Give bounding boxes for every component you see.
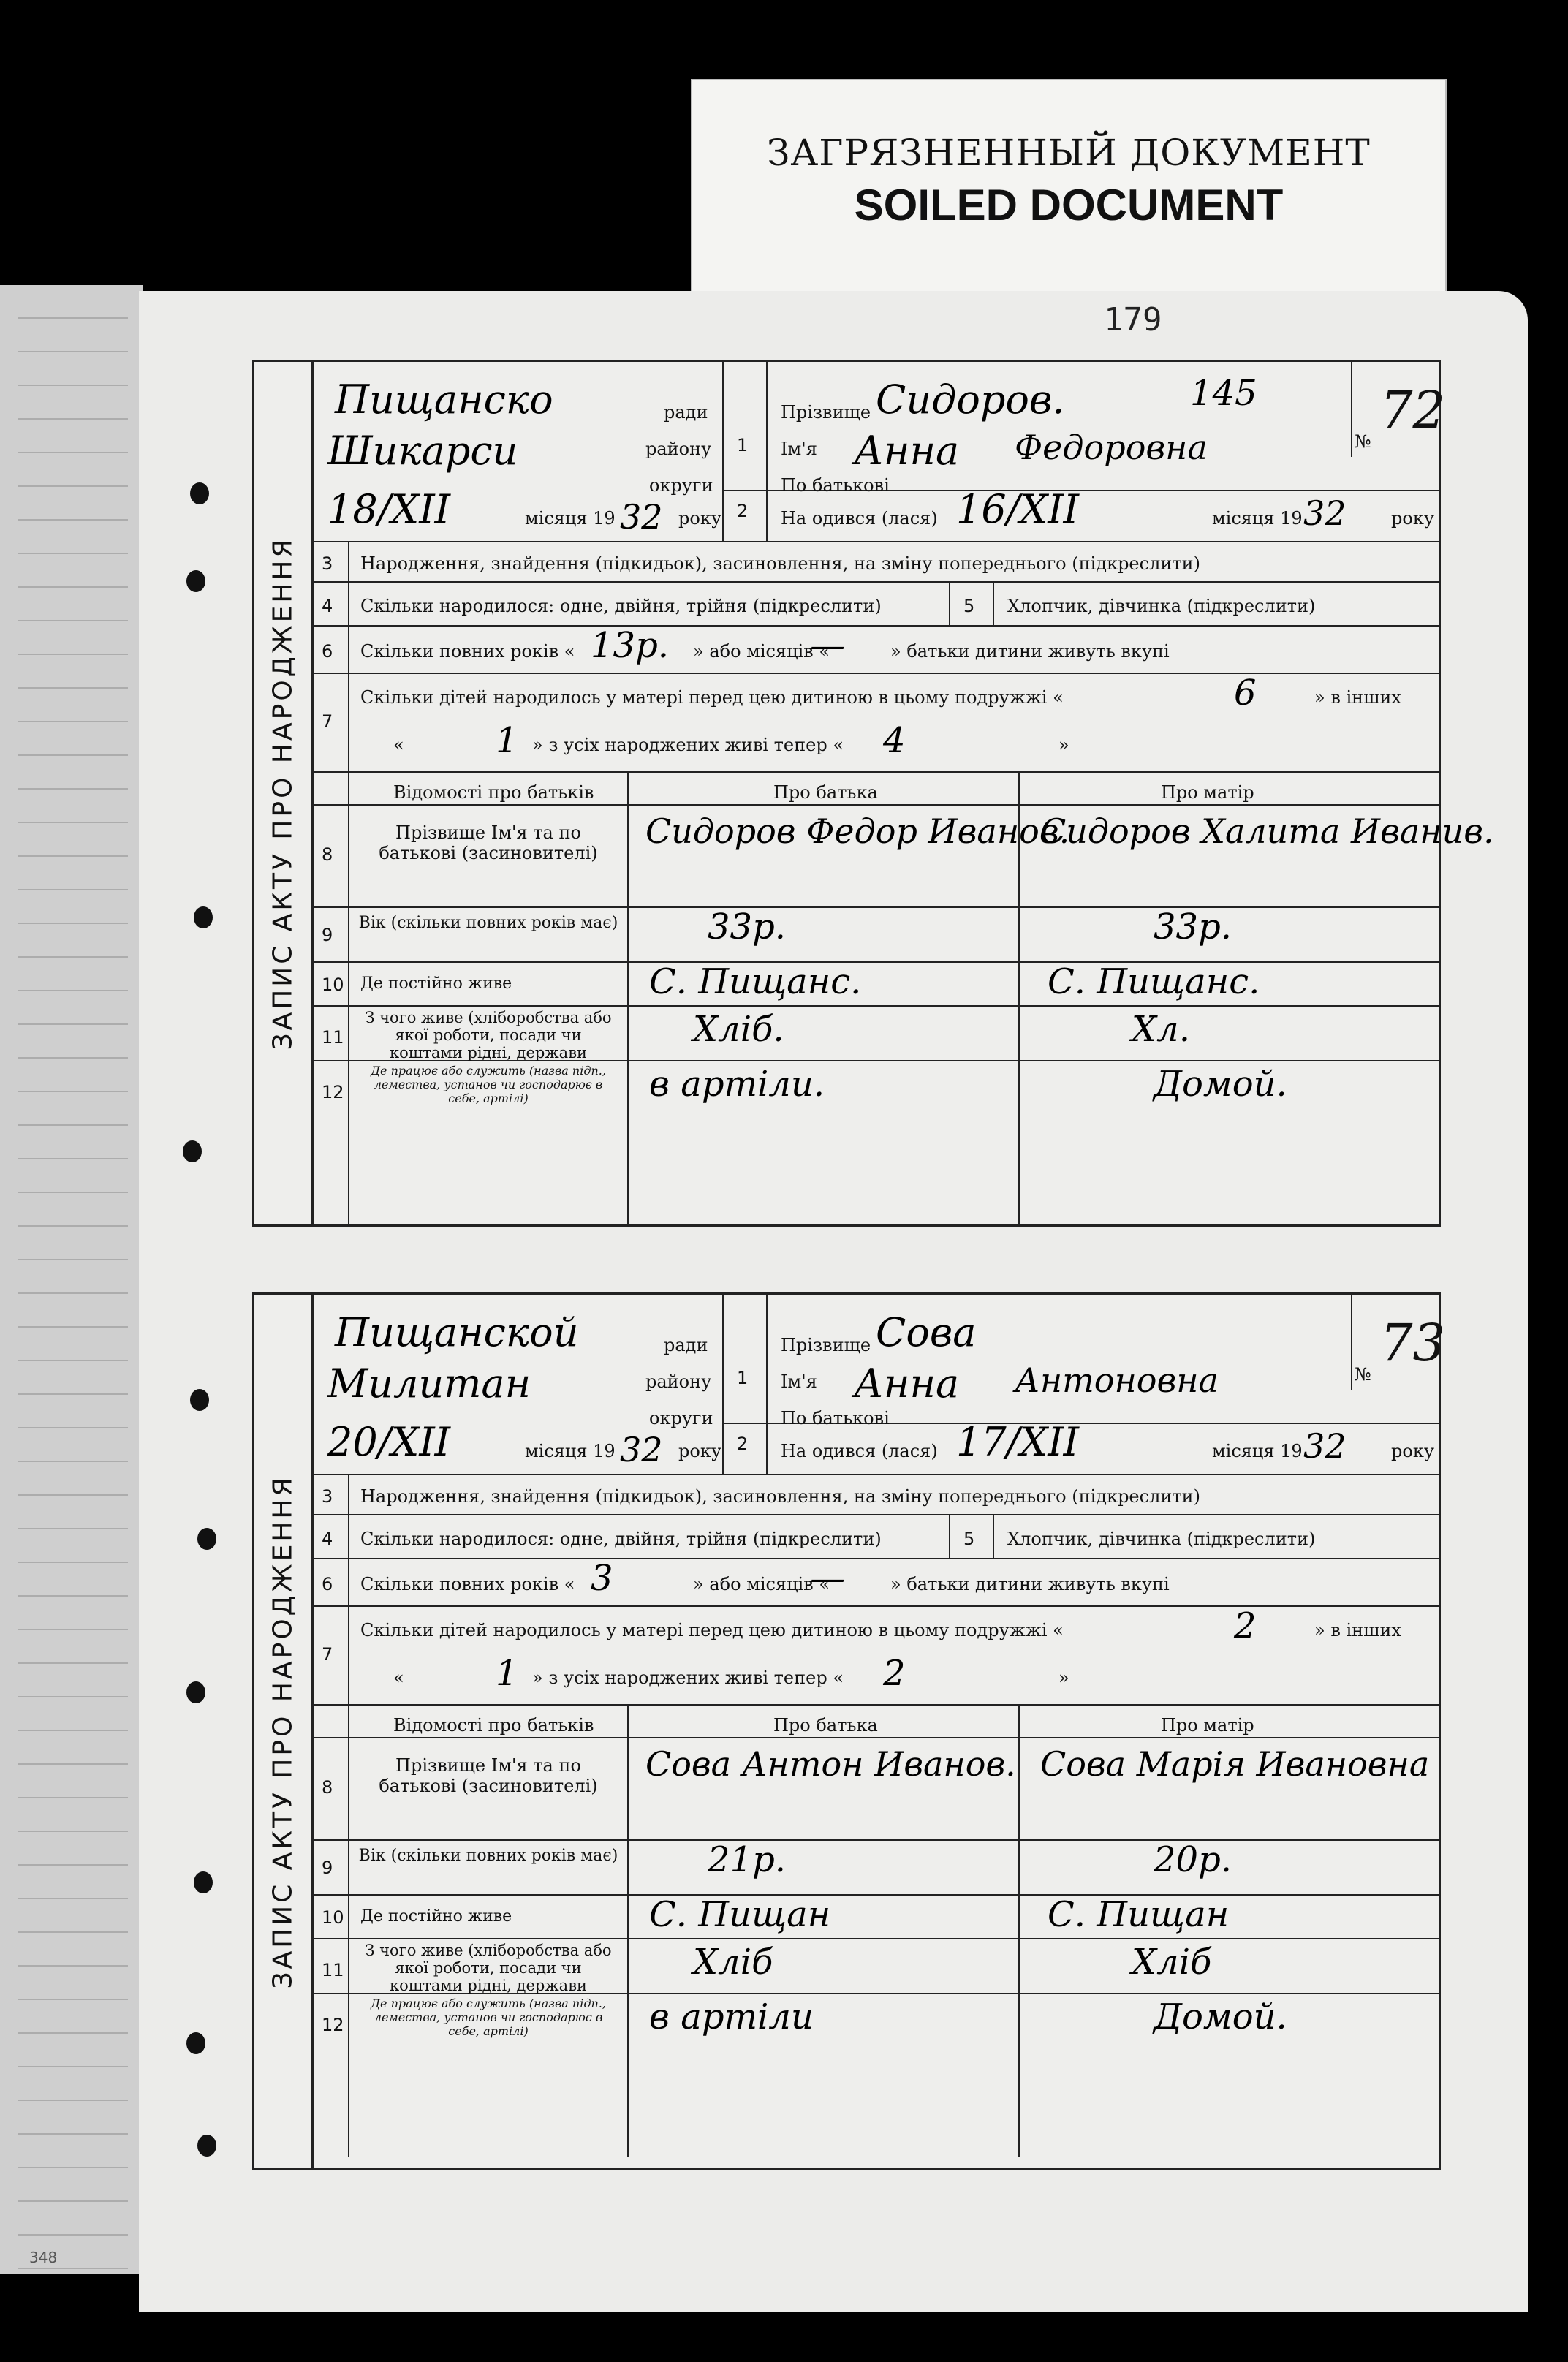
grid-line bbox=[627, 771, 629, 1224]
label-no: № bbox=[1355, 1364, 1371, 1385]
row-number: 1 bbox=[737, 435, 749, 455]
row11-label: З чого живе (хліборобства або якої роботи, посади чи коштами рідні, держави bbox=[365, 1009, 612, 1061]
grid-line bbox=[311, 1605, 1439, 1607]
label-surname: Прізвище bbox=[781, 1335, 871, 1355]
side-title-text: ЗАПИС АКТУ ПРО НАРОДЖЕННЯ bbox=[268, 1475, 298, 1988]
row-number: 6 bbox=[322, 641, 333, 662]
parents-header: Відомості про батьків bbox=[393, 1715, 594, 1735]
grid-line bbox=[1351, 1295, 1352, 1390]
row-number: 6 bbox=[322, 1574, 333, 1594]
row9-label: Вік (скільки повних років має) bbox=[358, 914, 618, 932]
label-month-year: місяця 19 bbox=[525, 508, 616, 529]
row7-label-a: Скільки дітей народилось у матері перед цею дитиною в цьому подружжі « bbox=[360, 1620, 1064, 1640]
grid-line bbox=[311, 961, 1439, 963]
row-number: 1 bbox=[737, 1368, 749, 1388]
value-children-before: 6 bbox=[1234, 673, 1257, 713]
value-born-day: 16/XII bbox=[956, 486, 1080, 532]
row-number: 3 bbox=[322, 553, 333, 574]
value-father-name: Сова Антон Иванов. bbox=[645, 1744, 1016, 1784]
binding-holes bbox=[146, 0, 249, 2362]
row6-label-b: » або місяців « bbox=[693, 1574, 830, 1594]
row-number: 7 bbox=[322, 711, 333, 732]
value-year: 32 bbox=[620, 1430, 663, 1469]
value-children-before: 2 bbox=[1234, 1605, 1257, 1646]
grid-line bbox=[311, 906, 1439, 908]
record-number: 73 bbox=[1380, 1313, 1446, 1373]
grid-line bbox=[766, 1295, 768, 1474]
grid-line bbox=[311, 1514, 1439, 1515]
grid-line bbox=[311, 1558, 1439, 1559]
row6-label-c: » батьки дитини живуть вкупі bbox=[890, 641, 1170, 662]
row-number: 12 bbox=[322, 1082, 344, 1102]
grid-line bbox=[993, 581, 994, 625]
father-header: Про батька bbox=[773, 1715, 878, 1735]
row-number: 12 bbox=[322, 2015, 344, 2035]
value-mother-means: Хліб bbox=[1132, 1942, 1212, 1983]
value-father-age: 33р. bbox=[708, 906, 787, 947]
value-father-work: в артіли. bbox=[649, 1064, 825, 1105]
value-rada: Пищанской bbox=[335, 1309, 579, 1355]
row6-label-a: Скільки повних років « bbox=[360, 641, 575, 662]
row-number: 5 bbox=[963, 1529, 975, 1549]
grid-line bbox=[1018, 1704, 1020, 2157]
value-name: Анна bbox=[854, 428, 960, 474]
page-number: 179 bbox=[1104, 301, 1162, 338]
row-number: 11 bbox=[322, 1960, 344, 1980]
label-roku-2: року bbox=[1391, 1441, 1434, 1461]
side-title-text: ЗАПИС АКТУ ПРО НАРОДЖЕННЯ bbox=[268, 536, 298, 1051]
label-month-year-2: місяця 19 bbox=[1212, 1441, 1303, 1461]
value-children-alive: 2 bbox=[883, 1653, 906, 1694]
ledger-lines bbox=[18, 285, 128, 2274]
row-number: 10 bbox=[322, 1907, 344, 1928]
value-father-lives: С. Пищан bbox=[649, 1894, 831, 1935]
value-months-together: — bbox=[810, 1558, 845, 1599]
side-title bbox=[254, 362, 314, 1224]
grid-line bbox=[311, 1704, 1439, 1706]
row5-label: Хлопчик, дівчинка (підкреслити) bbox=[1007, 1529, 1316, 1549]
row10-label: Де постійно живе bbox=[360, 974, 512, 993]
value-day: 18/XII bbox=[327, 486, 451, 532]
value-children-other: 1 bbox=[496, 720, 518, 761]
label-rada: ради bbox=[664, 402, 708, 423]
row-number: 8 bbox=[322, 1777, 333, 1798]
row7-label-c: « bbox=[393, 1668, 404, 1688]
value-year: 32 bbox=[620, 497, 663, 537]
grid-line bbox=[311, 1894, 1439, 1896]
label-no: № bbox=[1355, 431, 1371, 452]
value-mother-name: Сова Марія Ивановна bbox=[1040, 1744, 1430, 1784]
side-title bbox=[254, 1295, 314, 2168]
row-number: 9 bbox=[322, 925, 333, 945]
row9-label: Вік (скільки повних років має) bbox=[358, 1847, 618, 1865]
label-roku: року bbox=[678, 508, 721, 529]
birth-record-2 bbox=[252, 1292, 1446, 2170]
row12-label: Де працює або служить (назва підп., лемества, установ чи господарює в себе, артілі) bbox=[371, 1064, 606, 1105]
label-born: На одився (лася) bbox=[781, 1441, 938, 1461]
value-name: Анна bbox=[854, 1360, 960, 1407]
row7-label-d: » з усіх народжених живі тепер « bbox=[532, 1668, 844, 1688]
grid-line bbox=[311, 1737, 1439, 1738]
grid-line bbox=[949, 581, 950, 625]
value-years-together: 13р. bbox=[591, 625, 670, 666]
grid-line bbox=[311, 1474, 1439, 1475]
row3-label: Народження, знайдення (підкидьок), засиновлення, на зміну попереднього (підкреслити) bbox=[360, 1486, 1200, 1507]
label-okrug: округи bbox=[649, 475, 713, 496]
binding-strip bbox=[0, 285, 143, 2274]
value-father-name: Сидоров Федор Иванов. bbox=[645, 811, 1070, 851]
grid-line bbox=[766, 362, 768, 541]
value-rayon: Шикарси bbox=[327, 428, 518, 474]
value-rayon: Милитан bbox=[327, 1360, 531, 1407]
row3-label: Народження, знайдення (підкидьок), засиновлення, на зміну попереднього (підкреслити) bbox=[360, 553, 1200, 574]
mother-header: Про матір bbox=[1161, 782, 1254, 803]
label-born: На одився (лася) bbox=[781, 508, 938, 529]
value-years-together: 3 bbox=[591, 1558, 613, 1599]
grid-line bbox=[949, 1514, 950, 1558]
grid-line bbox=[311, 804, 1439, 806]
row4-label: Скільки народилося: одне, двійня, трійня (підкреслити) bbox=[360, 1529, 882, 1549]
strip-note: 348 bbox=[29, 2249, 58, 2266]
grid-line bbox=[722, 1295, 724, 1474]
row4-label: Скільки народилося: одне, двійня, трійня (підкреслити) bbox=[360, 596, 882, 616]
stamp-russian: ЗАГРЯЗНЕННЫЙ ДОКУМЕНТ bbox=[767, 132, 1371, 174]
label-patronymic: По батькові bbox=[781, 475, 890, 496]
label-patronymic: По батькові bbox=[781, 1408, 890, 1428]
value-children-alive: 4 bbox=[883, 720, 906, 761]
row8-label: Прізвище Ім'я та по батькові (засиновителі) bbox=[379, 822, 598, 863]
value-day: 20/XII bbox=[327, 1419, 451, 1465]
grid-line bbox=[348, 541, 349, 1224]
grid-line bbox=[311, 673, 1439, 674]
value-mother-work: Домой. bbox=[1154, 1064, 1287, 1105]
record-number: 72 bbox=[1380, 380, 1446, 440]
grid-line bbox=[311, 581, 1439, 583]
row-number: 10 bbox=[322, 974, 344, 995]
value-patronymic: Федоровна bbox=[1015, 428, 1208, 467]
grid-line bbox=[1351, 362, 1352, 457]
label-name: Ім'я bbox=[781, 439, 817, 459]
row-number: 4 bbox=[322, 596, 333, 616]
label-name: Ім'я bbox=[781, 1371, 817, 1392]
grid-line bbox=[311, 1839, 1439, 1841]
value-father-means: Хліб. bbox=[693, 1009, 784, 1050]
mother-header: Про матір bbox=[1161, 1715, 1254, 1735]
value-surname: Сидоров. bbox=[876, 376, 1065, 423]
row11-label: З чого живе (хліборобства або якої роботи, посади чи коштами рідні, держави bbox=[365, 1942, 612, 1994]
row7-label-e: » bbox=[1058, 735, 1069, 755]
grid-line bbox=[311, 541, 1439, 542]
value-surname: Сова bbox=[876, 1309, 977, 1355]
value-mother-lives: С. Пищан bbox=[1048, 1894, 1230, 1935]
value-father-age: 21р. bbox=[708, 1839, 787, 1880]
grid-line bbox=[311, 625, 1439, 627]
extra-number: 145 bbox=[1190, 373, 1257, 414]
value-rada: Пищанско bbox=[335, 376, 553, 423]
value-born-year: 32 bbox=[1303, 493, 1347, 533]
row7-label-d: » з усіх народжених живі тепер « bbox=[532, 735, 844, 755]
row-number: 9 bbox=[322, 1858, 333, 1878]
row5-label: Хлопчик, дівчинка (підкреслити) bbox=[1007, 596, 1316, 616]
value-mother-age: 20р. bbox=[1154, 1839, 1232, 1880]
grid-line bbox=[348, 1474, 349, 2157]
value-mother-age: 33р. bbox=[1154, 906, 1232, 947]
birth-record-1 bbox=[252, 360, 1494, 1227]
row7-label-e: » bbox=[1058, 1668, 1069, 1688]
parents-header: Відомості про батьків bbox=[393, 782, 594, 803]
row6-label-c: » батьки дитини живуть вкупі bbox=[890, 1574, 1170, 1594]
row-number: 5 bbox=[963, 596, 975, 616]
row-number: 3 bbox=[322, 1486, 333, 1507]
label-surname: Прізвище bbox=[781, 402, 871, 423]
row12-label: Де працює або служить (назва підп., лемества, установ чи господарює в себе, артілі) bbox=[371, 1996, 606, 2038]
label-rada: ради bbox=[664, 1335, 708, 1355]
row-number: 11 bbox=[322, 1027, 344, 1048]
label-roku: року bbox=[678, 1441, 721, 1461]
grid-line bbox=[993, 1514, 994, 1558]
father-header: Про батька bbox=[773, 782, 878, 803]
row6-label-a: Скільки повних років « bbox=[360, 1574, 575, 1594]
value-months-together: — bbox=[810, 625, 845, 666]
row8-label: Прізвище Ім'я та по батькові (засиновителі) bbox=[379, 1755, 598, 1796]
label-rayon: району bbox=[645, 1371, 712, 1392]
row-number: 8 bbox=[322, 844, 333, 865]
row6-label-b: » або місяців « bbox=[693, 641, 830, 662]
value-mother-name: Сидоров Халита Иванив. bbox=[1040, 811, 1494, 851]
value-father-means: Хліб bbox=[693, 1942, 773, 1983]
value-father-lives: С. Пищанс. bbox=[649, 961, 862, 1002]
row7-label-b: » в інших bbox=[1314, 687, 1401, 708]
row-number: 4 bbox=[322, 1529, 333, 1549]
row7-label-b: » в інших bbox=[1314, 1620, 1401, 1640]
stamp-english: SOILED DOCUMENT bbox=[854, 181, 1284, 230]
row7-label-a: Скільки дітей народилось у матері перед цею дитиною в цьому подружжі « bbox=[360, 687, 1064, 708]
grid-line bbox=[311, 1938, 1439, 1939]
grid-line bbox=[722, 362, 724, 541]
value-mother-means: Хл. bbox=[1132, 1009, 1190, 1050]
value-born-day: 17/XII bbox=[956, 1419, 1080, 1465]
grid-line bbox=[311, 771, 1439, 773]
row-number: 2 bbox=[737, 501, 749, 521]
row-number: 7 bbox=[322, 1644, 333, 1665]
value-mother-lives: С. Пищанс. bbox=[1048, 961, 1260, 1002]
row-number: 2 bbox=[737, 1434, 749, 1454]
value-mother-work: Домой. bbox=[1154, 1996, 1287, 2037]
row7-label-c: « bbox=[393, 735, 404, 755]
label-month-year: місяця 19 bbox=[525, 1441, 616, 1461]
value-father-work: в артіли bbox=[649, 1996, 814, 2037]
row10-label: Де постійно живе bbox=[360, 1907, 512, 1926]
label-roku-2: року bbox=[1391, 508, 1434, 529]
value-patronymic: Антоновна bbox=[1015, 1360, 1219, 1400]
value-born-year: 32 bbox=[1303, 1426, 1347, 1466]
label-month-year-2: місяця 19 bbox=[1212, 508, 1303, 529]
soiled-document-stamp bbox=[691, 79, 1447, 301]
label-okrug: округи bbox=[649, 1408, 713, 1428]
grid-line bbox=[627, 1704, 629, 2157]
grid-line bbox=[311, 1005, 1439, 1007]
label-rayon: району bbox=[645, 439, 712, 459]
value-children-other: 1 bbox=[496, 1653, 518, 1694]
